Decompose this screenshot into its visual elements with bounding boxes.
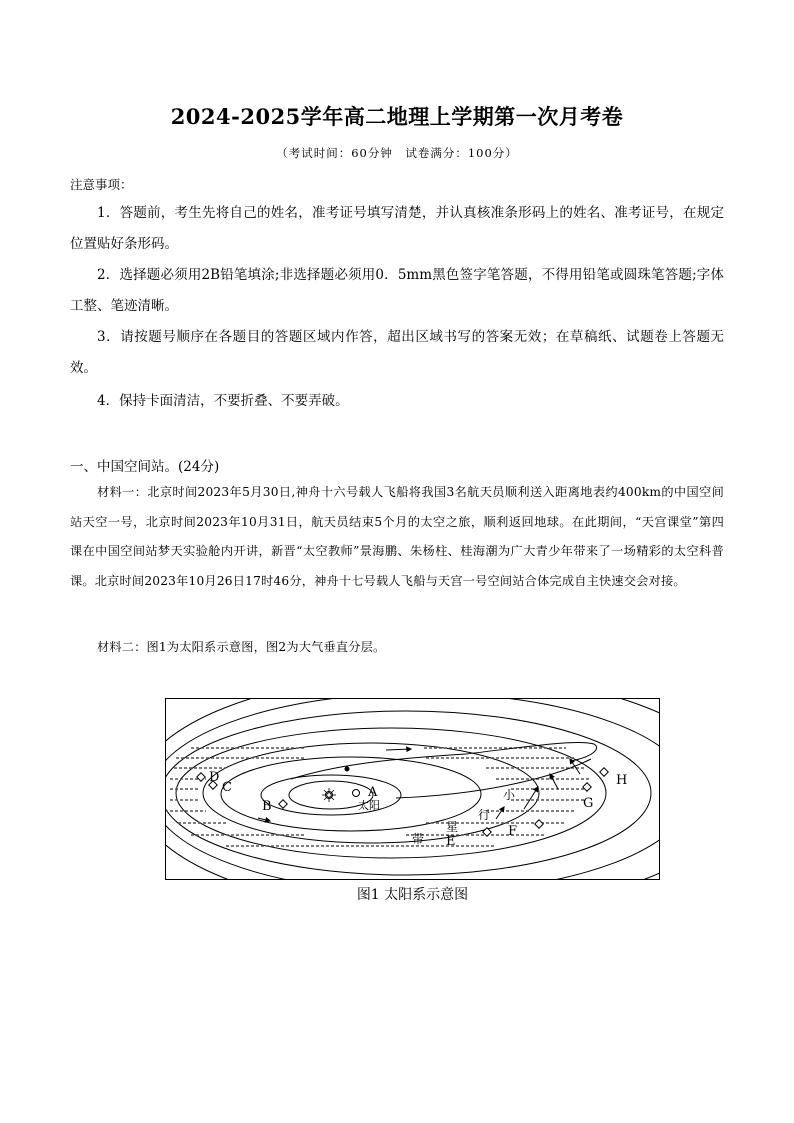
solar-system-diagram bbox=[166, 699, 660, 880]
comet-nucleus bbox=[345, 767, 350, 772]
note-item-3: 3．请按题号顺序在各题目的答题区域内作答，超出区域书写的答案无效；在草稿纸、试题卷上答题无效。 bbox=[70, 329, 724, 376]
label-a: A bbox=[368, 785, 378, 800]
exam-info: （考试时间：60分钟 试卷满分：100分） bbox=[276, 146, 518, 160]
planet-f bbox=[535, 820, 543, 828]
label-belt-2: 行 bbox=[478, 808, 491, 822]
notes-label: 注意事项： bbox=[70, 177, 133, 192]
page-title: 2024-2025学年高二地理上学期第一次月考卷 bbox=[170, 104, 624, 129]
label-belt-4: 带 bbox=[412, 832, 425, 846]
planet-e bbox=[483, 828, 491, 836]
orbit-direction-arrow bbox=[524, 787, 538, 809]
orbit-saturn bbox=[166, 711, 651, 875]
label-b: B bbox=[262, 799, 272, 814]
label-e: E bbox=[446, 834, 456, 849]
material-one: 材料一：北京时间2023年5月30日,神舟十六号载人飞船将我国3名航天员顺利送入距离地表约400km的中国空间站天空一号，北京时间2023年10月31日，航天员结束5个月的太空之旅，顺利返回地球。在此期间，“天宫课堂”第四课在中国空间站梦天实验舱内开讲，新晋“太空教师”景海鹏、朱杨柱、桂海潮为广大青少年带来了一场精彩的太空科普课。北京时间2023年10月26日17时46分，神舟十七号载人飞船与天宫一号空间站合体完成自主快速交会对接。 bbox=[70, 485, 724, 588]
note-item-2: 2．选择题必须用2B铅笔填涂;非选择题必须用0．5mm黑色签字笔答题，不得用铅笔或圆珠笔答题;字体工整、笔迹清晰。 bbox=[70, 267, 724, 314]
label-belt-3: 星 bbox=[446, 820, 459, 834]
planet-g bbox=[583, 783, 591, 791]
sun bbox=[322, 788, 336, 802]
planet-b bbox=[279, 800, 287, 808]
planet-a bbox=[353, 790, 360, 797]
label-d: D bbox=[209, 770, 220, 785]
material-two: 材料二：图1为太阳系示意图，图2为大气垂直分层。 bbox=[97, 640, 386, 654]
label-sun: 太阳 bbox=[358, 799, 380, 812]
figure-caption: 图1 太阳系示意图 bbox=[356, 887, 469, 903]
planet-d bbox=[197, 773, 205, 781]
label-h: H bbox=[616, 773, 628, 788]
label-c: C bbox=[222, 780, 232, 795]
comet-arrow bbox=[386, 749, 411, 750]
note-item-4: 4．保持卡面清洁，不要折叠、不要弄破。 bbox=[97, 393, 349, 409]
orbit-earth bbox=[221, 757, 481, 831]
note-item-1: 1．答题前，考生先将自己的姓名，准考证号填写清楚，并认真核准条形码上的姓名、准考证号，在规定位置贴好条形码。 bbox=[70, 205, 724, 252]
orbit-direction-arrow bbox=[496, 807, 504, 819]
solar-system-figure bbox=[165, 698, 660, 880]
section-heading: 一、中国空间站。(24分) bbox=[70, 459, 220, 475]
orbit-direction-arrow bbox=[550, 774, 558, 789]
planet-h bbox=[600, 768, 608, 776]
asteroid-belt-dashes bbox=[170, 748, 594, 846]
label-f: F bbox=[508, 824, 518, 839]
label-g: G bbox=[583, 796, 594, 811]
label-belt-1: 小 bbox=[503, 788, 516, 802]
